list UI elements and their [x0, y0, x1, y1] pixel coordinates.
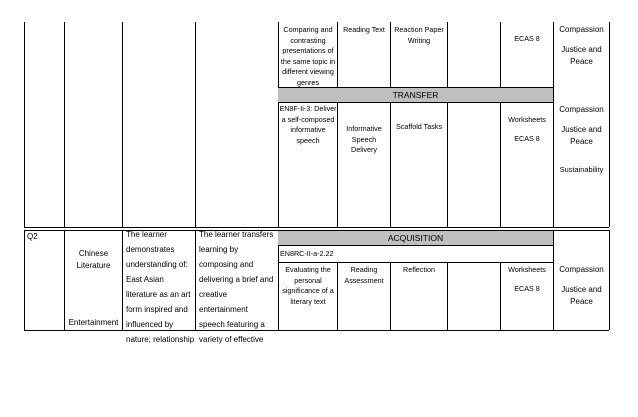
topic-cell: Chinese Literature — [76, 249, 111, 270]
tool-cell: ECAS 8 — [514, 34, 540, 43]
assessment-cell: Reflection — [403, 265, 435, 274]
table-line — [500, 22, 501, 87]
table-line — [195, 22, 196, 227]
section-header-acquisition — [278, 230, 553, 246]
assessment-cell: Scaffold Tasks — [395, 122, 443, 131]
activity-cell: Comparing and contrasting presentations of the same topic in different viewing genres — [280, 25, 336, 87]
table-line — [24, 230, 25, 330]
competency-code: EN8RC-II-a-2.22 — [280, 249, 334, 258]
table-line — [278, 262, 553, 263]
subtopic-cell: Entertainment — [68, 318, 119, 327]
table-line — [609, 230, 610, 330]
table-line — [609, 22, 610, 227]
content-standard-cell: The learner demonstrates understanding of: East Asian literature as an art form inspired and influenced by nature; relationship — [126, 230, 195, 344]
values-cell: Compassion Justice and Peace — [559, 25, 604, 66]
activity-cell: EN8F-Ii-3: Deliver a self-composed informative speech — [279, 104, 337, 145]
tool-cell: Worksheets ECAS 8 — [508, 265, 546, 293]
quarter-label: Q2 — [27, 232, 38, 241]
material-cell: Reading Text — [343, 25, 385, 34]
table-line — [447, 102, 448, 227]
acquisition-label: ACQUISITION — [387, 233, 444, 243]
table-line — [447, 22, 448, 87]
table-line — [390, 102, 391, 227]
section-header-transfer — [278, 87, 553, 103]
activity-cell: Evaluating the personal significance of a literary text — [282, 265, 334, 306]
table-line — [24, 227, 609, 228]
table-line — [122, 22, 123, 227]
table-line — [24, 330, 609, 331]
table-line — [447, 262, 448, 330]
table-line — [64, 230, 65, 330]
table-line — [64, 22, 65, 227]
material-cell: Reading Assessment — [344, 265, 384, 285]
table-line — [337, 102, 338, 227]
tool-cell: Worksheets ECAS 8 — [508, 115, 546, 143]
table-line — [195, 230, 196, 330]
values-cell: Compassion Justice and Peace Sustainability — [559, 105, 604, 174]
transfer-label: TRANSFER — [392, 90, 439, 100]
values-cell: Compassion Justice and Peace — [559, 265, 604, 306]
table-line — [24, 22, 25, 227]
table-line — [122, 230, 123, 330]
material-cell: Informative Speech Delivery — [346, 124, 382, 155]
performance-standard-cell: The learner transfers learning by composing and delivering a brief and creative entertainment speech featuring a variety of effective — [199, 230, 274, 344]
assessment-cell: Reaction Paper Writing — [394, 25, 444, 45]
